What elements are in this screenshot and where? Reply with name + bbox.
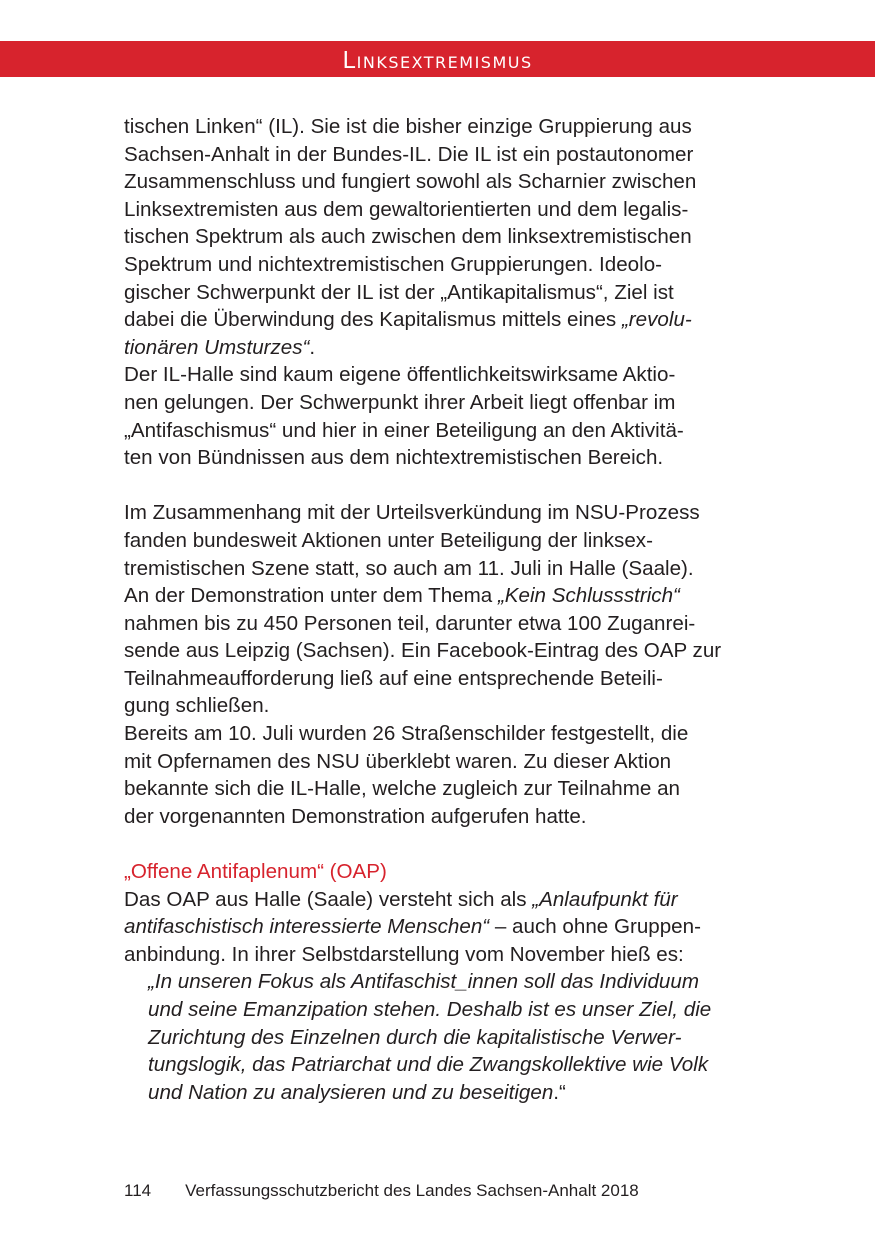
paragraph-5-text-a: Das OAP aus Halle (Saale) versteht sich als [124, 887, 533, 911]
paragraph-3-quote: „Kein Schlussstrich“ [497, 584, 680, 608]
paragraph-1-line: tischen Spektrum als auch zwischen dem linksextremistischen [124, 225, 692, 249]
paragraph-1-line: gischer Schwerpunkt der IL ist der „Antikapitalismus“, Ziel ist [124, 280, 674, 304]
paragraph-1-quote: „revolu- tionären Umsturzes“ [124, 308, 692, 359]
publication-title: Verfassungsschutzbericht des Landes Sachsen-Anhalt 2018 [185, 1181, 639, 1200]
page-number: 114 [124, 1181, 152, 1200]
paragraph-1-line: Linksextremisten aus dem gewaltorientierten und dem legalis- [124, 197, 689, 221]
block-quote-text: „In unseren Fokus als Antifaschist_innen soll das Individuum und seine Emanzipation stehen. Deshalb ist es unser Ziel, die Zurichtung des Einzelnen durch die kapitalistische Verwer- tungslogik, das Patriarchat und die Zwangskollektive wie Volk und Nation zu analysieren und zu beseitigen [148, 970, 712, 1104]
paragraph-spacer [124, 830, 750, 858]
paragraph-1-end: . [309, 335, 316, 359]
paragraph-1-line: dabei die Überwindung des Kapitalismus mittels eines [124, 308, 622, 332]
paragraph-2: Der IL-Halle sind kaum eigene öffentlichkeitswirksame Aktio- nen gelungen. Der Schwerpunkt ihrer Arbeit liegt offenbar im „Antifaschismus“ und hier in einer Beteiligung an den Aktivitä- ten von Bündnissen aus dem nichtextremistischen Bereich. [124, 363, 684, 470]
chapter-title: Linksextremismus [342, 48, 533, 74]
paragraph-5-text-b: – auch ohne Gruppen- anbindung. In ihrer Selbstdarstellung vom November hieß es: [124, 915, 701, 966]
paragraph-1 [124, 113, 750, 361]
paragraph-1-line: Sachsen-Anhalt in der Bundes-IL. Die IL ist ein postautonomer [124, 142, 694, 166]
paragraph-1-line: Spektrum und nichtextremistischen Gruppierungen. Ideolo- [124, 252, 663, 276]
paragraph-5-quote: „Anlaufpunkt für antifaschistisch interessierte Menschen“ [124, 887, 678, 939]
main-text [124, 113, 750, 1106]
paragraph-3 [124, 499, 750, 720]
paragraph-3-text-a: Im Zusammenhang mit der Urteilsverkündung im NSU-Prozess fanden bundesweit Aktionen unter Beteiligung der linksex- tremistischen Szene statt, so auch am 11. Juli in Halle (Saale). An der Demonstration unter dem Thema [124, 501, 700, 608]
paragraph-1-line: Zusammenschluss und fungiert sowohl als Scharnier zwischen [124, 170, 697, 194]
paragraph-spacer [124, 472, 750, 500]
block-quote-end: .“ [553, 1080, 566, 1104]
page-footer [124, 1181, 639, 1201]
paragraph-3-text-b: nahmen bis zu 450 Personen teil, darunter etwa 100 Zuganrei- sende aus Leipzig (Sachsen). Ein Facebook-Eintrag des OAP zur Teilnahmeaufforderung ließ auf eine entsprechende Beteili- gung schließen. [124, 611, 722, 718]
block-quote [148, 968, 750, 1106]
section-heading: „Offene Antifaplenum“ (OAP) [124, 860, 387, 884]
chapter-header-band [0, 41, 875, 77]
paragraph-1-line: tischen Linken“ (IL). Sie ist die bisher einzige Gruppierung aus [124, 115, 692, 138]
paragraph-5 [124, 886, 750, 969]
paragraph-4: Bereits am 10. Juli wurden 26 Straßenschilder festgestellt, die mit Opfernamen des NSU überklebt waren. Zu dieser Aktion bekannte sich die IL-Halle, welche zugleich zur Teilnahme an der vorgenannten Demonstration aufgerufen hatte. [124, 722, 689, 828]
